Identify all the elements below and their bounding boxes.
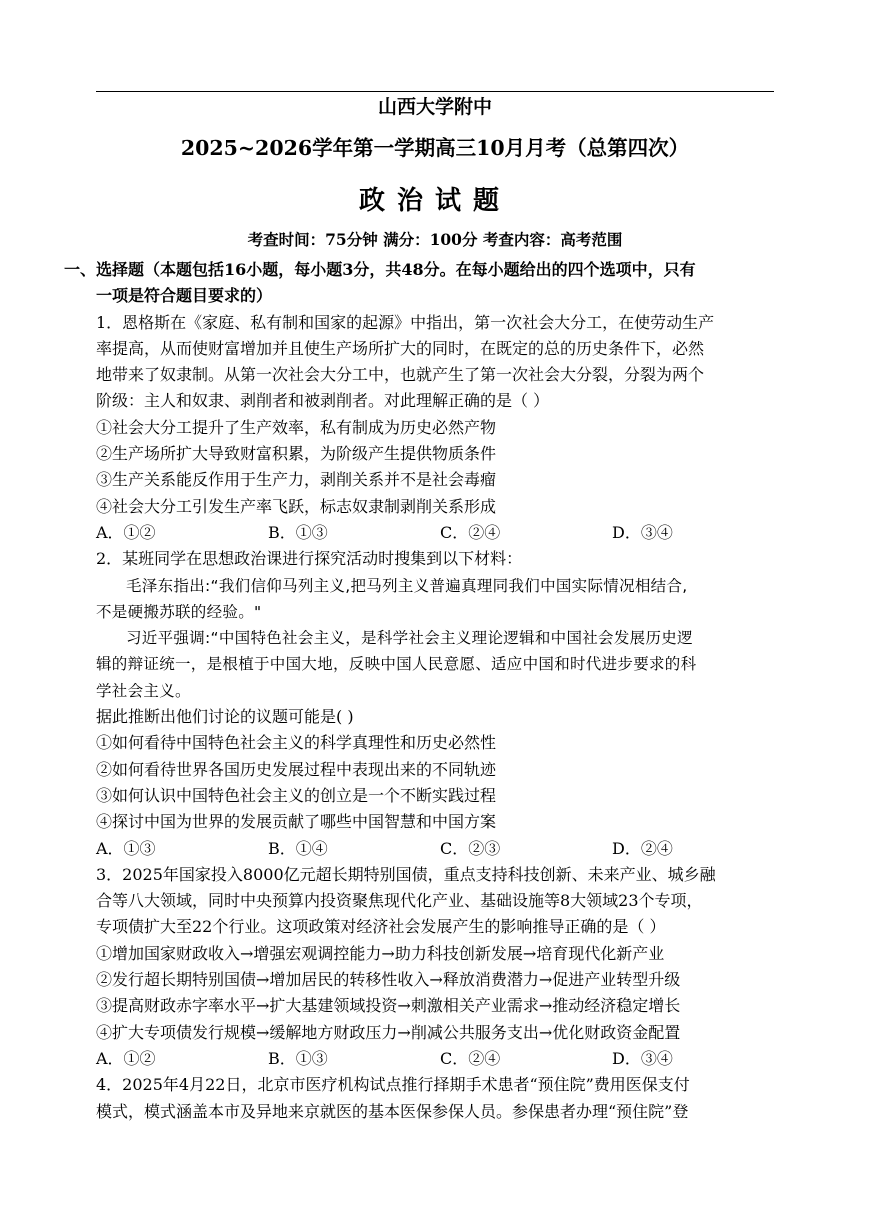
q2-option-a: A．①③ <box>96 838 156 858</box>
q3-stem: 合等八大领域，同时中央预算内投资聚焦现代化产业、基础设施等8大领域23个专项， <box>96 891 703 911</box>
q3-stem: 专项债扩大至22个行业。这项政策对经济社会发展产生的影响推导正确的是（ ） <box>96 917 666 937</box>
exam-title: 2025~2026学年第一学期高三10月月考（总第四次） <box>180 136 690 160</box>
school-name: 山西大学附中 <box>377 96 492 118</box>
q1-stem: 率提高，从而使财富增加并且使生产场所扩大的同时，在既定的总的历史条件下，必然 <box>96 338 705 358</box>
q4-stem: 4．2025年4月22日，北京市医疗机构试点推行择期手术患者“预住院”费用医保支付 <box>96 1075 690 1095</box>
q1-item: ③生产关系能反作用于生产力，剥削关系并不是社会毒瘤 <box>96 470 497 490</box>
q3-options <box>64 1046 784 1072</box>
q2-item: ②如何看待世界各国历史发展过程中表现出来的不同轨迹 <box>96 759 497 779</box>
q2-item: ③如何认识中国特色社会主义的创立是一个不断实践过程 <box>96 785 497 805</box>
q2-option-b: B．①④ <box>268 838 328 858</box>
q2-option-d: D．②④ <box>612 838 673 858</box>
q2-item: ①如何看待中国特色社会主义的科学真理性和历史必然性 <box>96 733 497 753</box>
q1-option-a: A．①② <box>96 522 156 542</box>
q2-quote-mao: 毛泽东指出:“我们信仰马列主义,把马列主义普遍真理同我们中国实际情况相结合, <box>126 576 688 595</box>
q3-option-c: C．②④ <box>440 1048 501 1068</box>
q1-option-b: B．①③ <box>268 522 328 542</box>
q3-option-a: A．①② <box>96 1048 156 1068</box>
q1-options <box>64 520 784 546</box>
q2-stem: 2．某班同学在思想政治课进行探究活动时搜集到以下材料： <box>96 549 523 569</box>
exam-content <box>64 257 784 1125</box>
q1-item: ②生产场所扩大导致财富积累，为阶级产生提供物质条件 <box>96 444 497 464</box>
q3-stem: 3．2025年国家投入8000亿元超长期特别国债，重点支持科技创新、未来产业、城乡融 <box>96 864 716 884</box>
q3-item: ③提高财政赤字率水平→扩大基建领域投资→刺激相关产业需求→推动经济稳定增长 <box>96 996 681 1016</box>
q2-item: ④探讨中国为世界的发展贡献了哪些中国智慧和中国方案 <box>96 812 497 832</box>
q3-item: ④扩大专项债发行规模→缓解地方财政压力→削减公共服务支出→优化财政资金配置 <box>96 1022 681 1042</box>
q1-stem: 阶级：主人和奴隶、剥削者和被剥削者。对此理解正确的是（ ） <box>96 391 550 411</box>
exam-info: 考查时间：75分钟 满分：100分 考查内容：高考范围 <box>247 230 623 249</box>
section-title: 一、选择题（本题包括16小题，每小题3分，共48分。在每小题给出的四个选项中，只有 <box>64 260 696 279</box>
q4-stem: 模式，模式涵盖本市及异地来京就医的基本医保参保人员。参保患者办理“预住院”登 <box>96 1101 689 1121</box>
q1-item: ①社会大分工提升了生产效率，私有制成为历史必然产物 <box>96 417 497 437</box>
q2-options <box>64 836 784 862</box>
q3-item: ①增加国家财政收入→增强宏观调控能力→助力科技创新发展→培育现代化新产业 <box>96 943 665 963</box>
q1-option-c: C．②④ <box>440 522 501 542</box>
q3-item: ②发行超长期特别国债→增加居民的转移性收入→释放消费潜力→促进产业转型升级 <box>96 970 681 990</box>
q1-item: ④社会大分工引发生产率飞跃，标志奴隶制剥削关系形成 <box>96 496 497 516</box>
q3-option-d: D．③④ <box>612 1048 673 1068</box>
q1-stem: 地带来了奴隶制。从第一次社会大分工中，也就产生了第一次社会大分裂，分裂为两个 <box>96 365 705 385</box>
header-rule <box>96 91 774 92</box>
q2-quote-xi: 学社会主义。 <box>96 681 191 700</box>
q2-quote-xi: 习近平强调:“中国特色社会主义，是科学社会主义理论逻辑和中国社会发展历史逻 <box>126 629 693 648</box>
subject-title: 政治试题 <box>358 186 511 216</box>
q2-quote-xi: 辑的辩证统一，是根植于中国大地，反映中国人民意愿、适应中国和时代进步要求的科 <box>96 655 697 674</box>
section-title-cont: 一项是符合题目要求的） <box>96 286 273 306</box>
q2-option-c: C．②③ <box>440 838 501 858</box>
q2-quote-mao: 不是硬搬苏联的经验。" <box>96 602 262 621</box>
q1-option-d: D．③④ <box>612 522 673 542</box>
q1-stem: 1．恩格斯在《家庭、私有制和国家的起源》中指出，第一次社会大分工，在使劳动生产 <box>96 312 715 332</box>
q3-option-b: B．①③ <box>268 1048 328 1068</box>
q2-question: 据此推断出他们讨论的议题可能是( ) <box>96 707 354 727</box>
